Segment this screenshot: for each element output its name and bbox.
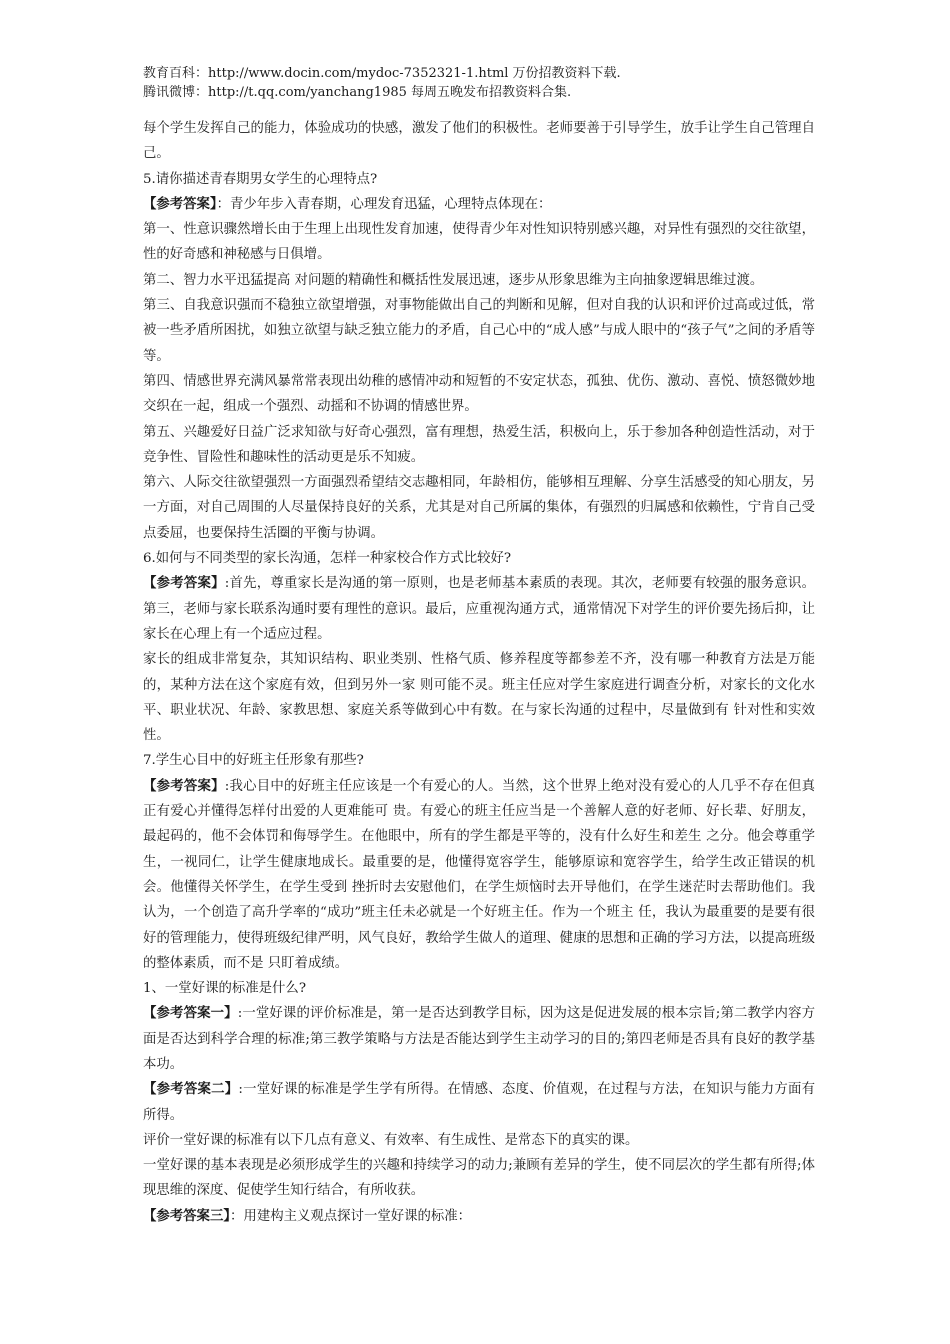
paragraph bbox=[143, 217, 815, 268]
paragraph bbox=[143, 774, 815, 976]
paragraph-text: 每个学生发挥自己的能力，体验成功的快感，激发了他们的积极性。老师要善于引导学生，放手让学生自己管理自己。 bbox=[143, 121, 815, 162]
paragraph-text: :首先，尊重家长是沟通的第一原则，也是老师基本素质的表现。其次，老师要有较强的服务意识。 第三，老师与家长联系沟通时要有理性的意识。最后，应重视沟通方式，通常情况下对学生的评价要先扬后抑，让家长在心理上有一个适应过程。 bbox=[143, 576, 815, 642]
answer-tag: 【参考答案三】 bbox=[143, 1207, 231, 1224]
page-header bbox=[143, 64, 815, 102]
paragraph bbox=[143, 293, 815, 369]
paragraph-text: :我心目中的好班主任应该是一个有爱心的人。当然，这个世界上绝对没有爱心的人几乎不存在但真正有爱心并懂得怎样付出爱的人更难能可 贵。有爱心的班主任应当是一个善解人意的好老师、好长辈、好朋友，最起码的，他不会体罚和侮辱学生。在他眼中，所有的学生都是平等的，没有什么好生和差生 之分。他会尊重学生，一视同仁，让学生健康地成长。最重要的是，他懂得宽容学生，能够原谅和宽容学生，给学生改正错误的机会。他懂得关怀学生，在学生受到 挫折时去安慰他们，在学生烦恼时去开导他们，在学生迷茫时去帮助他们。我认为，一个创造了高升学率的“成功”班主任未必就是一个好班主任。作为一个班主 任，我认为最重要的是要有很好的管理能力，使得班级纪律严明，风气良好，教给学生做人的道理、健康的思想和正确的学习方法，以提高班级的整体素质，而不是 只盯着成绩。 bbox=[143, 778, 815, 971]
paragraph bbox=[143, 268, 815, 293]
paragraph-text: 第四、情感世界充满风暴常常表现出幼稚的感情冲动和短暂的不安定状态，孤独、优伤、激动、喜悦、愤怒微妙地交织在一起，组成一个强烈、动摇和不协调的情感世界。 bbox=[143, 373, 815, 415]
answer-tag: 【参考答案二】 bbox=[143, 1081, 239, 1098]
paragraph-text: ：用建构主义观点探讨一堂好课的标准： bbox=[230, 1208, 472, 1224]
paragraph bbox=[143, 369, 815, 420]
paragraph-text: :一堂好课的评价标准是，第一是否达到教学目标，因为这是促进发展的根本宗旨;第二教学内容方面是否达到科学合理的标准;第三教学策略与方法是否能达到学生主动学习的目的;第四老师是否具有良好的教学基本功。 bbox=[143, 1006, 816, 1072]
paragraph-text: 第三、自我意识强而不稳独立欲望增强，对事物能做出自己的判断和见解，但对自我的认识和评价过高或过低，常被一些矛盾所困扰，如独立欲望与缺乏独立能力的矛盾，自己心中的“成人感”与成人眼中的“孩子气”之间的矛盾等等。 bbox=[143, 298, 815, 364]
paragraph bbox=[143, 420, 815, 471]
paragraph bbox=[143, 1077, 815, 1128]
header-line-weibo: 腾讯微博：http://t.qq.com/yanchang1985 每周五晚发布招教资料合集. bbox=[143, 85, 572, 100]
paragraph-text: 家长的组成非常复杂，其知识结构、职业类别、性格气质、修养程度等都参差不齐，没有哪一种教育方法是万能的，某种方法在这个家庭有效，但到另外一家 则可能不灵。班主任应对学生家庭进行调查分析，对家长的文化水平、职业状况、年龄、家教思想、家庭关系等做到心中有数。在与家长沟通的过程中，尽量做到有 针对性和实效性。 bbox=[143, 652, 815, 744]
paragraph-text: :一堂好课的标准是学生学有所得。在情感、态度、价值观，在过程与方法，在知识与能力方面有所得。 bbox=[143, 1082, 815, 1123]
answer-tag: 【参考答案一】 bbox=[143, 1005, 238, 1022]
paragraph bbox=[143, 546, 815, 571]
paragraph-text: 6.如何与不同类型的家长沟通，怎样一种家校合作方式比较好? bbox=[143, 551, 512, 567]
paragraph bbox=[143, 470, 815, 546]
answer-tag: 【参考答案】 bbox=[143, 575, 225, 592]
paragraph-text: 评价一堂好课的标准有以下几点有意义、有效率、有生成性、是常态下的真实的课。 bbox=[143, 1132, 639, 1148]
paragraph-text: ：青少年步入青春期，心理发育迅猛，心理特点体现在： bbox=[216, 196, 552, 212]
answer-tag: 【参考答案】 bbox=[143, 195, 217, 212]
paragraph-text: 第一、性意识骤然增长由于生理上出现性发育加速，使得青少年对性知识特别感兴趣，对异性有强烈的交往欲望，性的好奇感和神秘感与日俱增。 bbox=[143, 222, 815, 263]
paragraph bbox=[143, 167, 815, 192]
paragraph bbox=[143, 1128, 815, 1153]
paragraph-text: 第二、智力水平迅猛提高 对问题的精确性和概括性发展迅速，逐步从形象思维为主向抽象逻辑思维过渡。 bbox=[143, 272, 764, 288]
paragraph-text: 一堂好课的基本表现是必须形成学生的兴趣和持续学习的动力;兼顾有差异的学生，使不同层次的学生都有所得;体现思维的深度、促使学生知行结合，有所收获。 bbox=[143, 1158, 815, 1199]
paragraph-text: 第五、兴趣爱好日益广泛求知欲与好奇心强烈，富有理想，热爱生活，积极向上，乐于参加各种创造性活动，对于竞争性、冒险性和趣味性的活动更是乐不知疲。 bbox=[143, 424, 815, 465]
paragraph bbox=[143, 1153, 815, 1204]
paragraph bbox=[143, 976, 815, 1001]
paragraph bbox=[143, 116, 815, 167]
answer-tag: 【参考答案】 bbox=[143, 777, 225, 794]
document-body bbox=[143, 116, 815, 1229]
header-line-docin: 教育百科：http://www.docin.com/mydoc-7352321-1.html 万份招教资料下载. bbox=[143, 66, 621, 81]
paragraph-text: 第六、人际交往欲望强烈一方面强烈希望结交志趣相同，年龄相仿，能够相互理解、分享生活感受的知心朋友，另一方面，对自己周围的人尽量保持良好的关系，尤其是对自己所属的集体，有强烈的归属感和依赖性，宁肯自己受点委屈，也要保持生活圈的平衡与协调。 bbox=[143, 475, 815, 541]
paragraph bbox=[143, 1001, 815, 1077]
paragraph-text: 7.学生心目中的好班主任形象有那些? bbox=[143, 753, 364, 769]
document-page bbox=[143, 64, 815, 1229]
paragraph-text: 1、一堂好课的标准是什么? bbox=[143, 981, 306, 997]
paragraph-text: 5.请你描述青春期男女学生的心理特点? bbox=[143, 171, 378, 187]
paragraph bbox=[143, 647, 815, 748]
paragraph bbox=[143, 571, 815, 647]
paragraph bbox=[143, 748, 815, 773]
paragraph bbox=[143, 192, 815, 217]
paragraph bbox=[143, 1204, 815, 1229]
